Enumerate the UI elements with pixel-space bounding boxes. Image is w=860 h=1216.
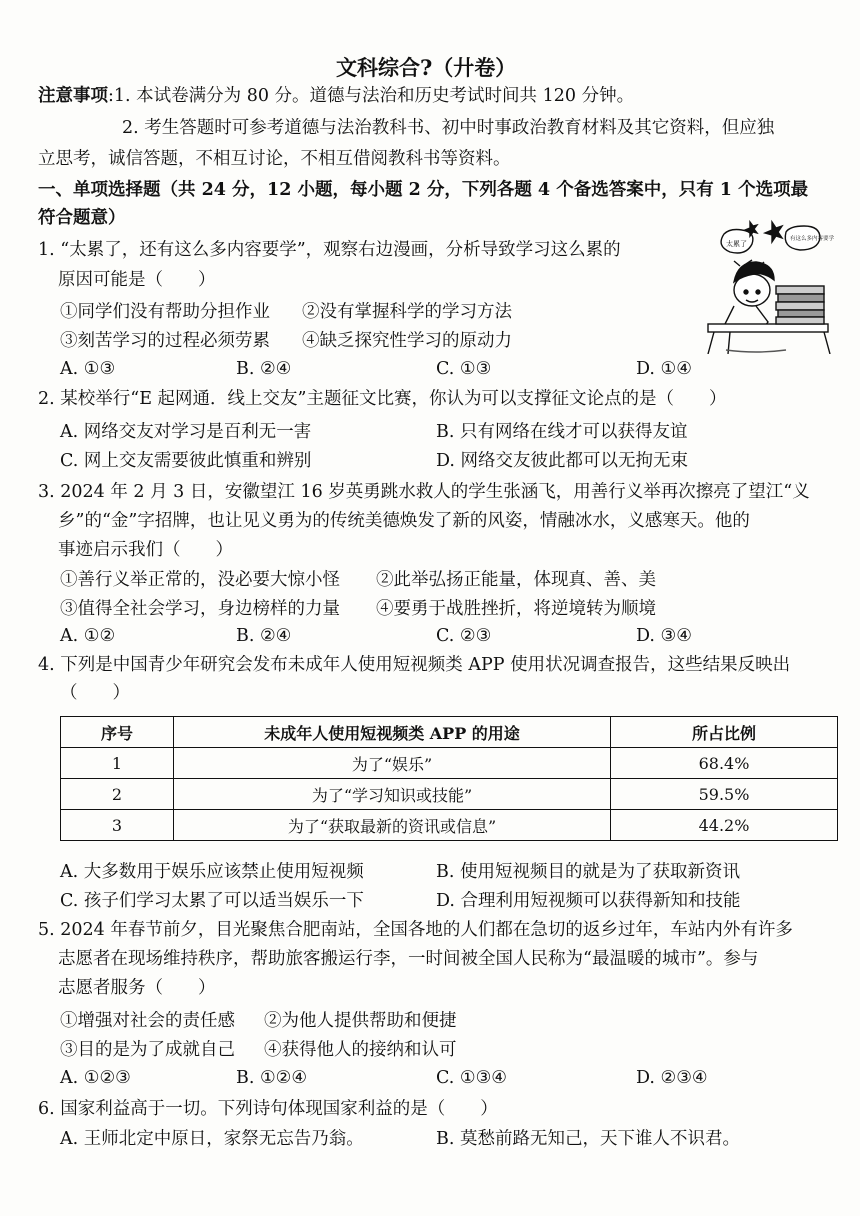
notice-line-1 [38,84,634,108]
table-row [61,810,838,841]
table-cell: 68.4% [611,748,838,779]
q5-option-d: D. ②③④ [636,1068,708,1088]
cartoon-bubble-right: 有这么多内容要学 [790,236,835,242]
q3-option-c: C. ②③ [436,626,492,646]
table-header-row [61,717,838,748]
cartoon-bubble-left: 太累了 [726,241,747,248]
q2-option-c: C. 网上交友需要彼此慎重和辨别 [60,451,312,471]
survey-table [60,716,838,841]
q4-option-b: B. 使用短视频目的就是为了获取新资讯 [436,862,740,882]
table-cell: 59.5% [611,779,838,810]
table-cell: 为了“学习知识或技能” [174,779,611,810]
q4-stem-1: 4. 下列是中国青少年研究会发布未成年人使用短视频类 APP 使用状况调查报告，这些结果反映出 [38,655,791,675]
q2-option-b: B. 只有网络在线才可以获得友谊 [436,422,688,442]
q6-option-a: A. 王师北定中原日，家祭无忘告乃翁。 [60,1129,364,1149]
q4-option-a: A. 大多数用于娱乐应该禁止使用短视频 [60,862,364,882]
q1-statement-1: ①同学们没有帮助分担作业 [60,302,270,322]
table-cell: 为了“获取最新的资讯或信息” [174,810,611,841]
q5-option-b: B. ①②④ [236,1068,308,1088]
table-cell: 44.2% [611,810,838,841]
q1-option-b: B. ②④ [236,359,292,379]
q1-statement-4: ④缺乏探究性学习的原动力 [302,331,512,351]
table-header-cell: 所占比例 [611,717,838,748]
q1-stem-1: 1. “太累了，还有这么多内容要学”，观察右边漫画，分析导致学习这么累的 [38,240,621,260]
q5-option-a: A. ①②③ [60,1068,131,1088]
table-cell: 1 [61,748,174,779]
q5-statement-3: ③目的是为了成就自己 [60,1040,235,1060]
q2-stem: 2. 某校举行“E 起网通．线上交友”主题征文比赛，你认为可以支撑征文论点的是（ ） [38,389,727,409]
table-row [61,748,838,779]
q1-statement-2: ②没有掌握科学的学习方法 [302,302,512,322]
q3-option-a: A. ①② [60,626,116,646]
q3-statement-4: ④要勇于战胜挫折，将逆境转为顺境 [376,599,656,619]
q5-stem-3: 志愿者服务（ ） [58,978,216,998]
q5-statement-4: ④获得他人的接纳和认可 [264,1040,457,1060]
q4-option-c: C. 孩子们学习太累了可以适当娱乐一下 [60,891,364,911]
q3-statement-2: ②此举弘扬正能量，体现真、善、美 [376,570,656,590]
section-heading: 一、单项选择题（共 24 分，12 小题，每小题 2 分，下列各题 4 个备选答案中，只有 1 个选项最 [38,180,809,200]
q4-stem-2: （ ） [60,683,130,703]
tired-student-cartoon [690,214,840,354]
q1-stem-2: 原因可能是（ ） [58,270,216,290]
table-row [61,779,838,810]
q1-option-d: D. ①④ [636,359,692,379]
q3-stem-1: 3. 2024 年 2 月 3 日，安徽望江 16 岁英勇跳水救人的学生张涵飞，用善行义举再次擦亮了望江“义 [38,482,810,502]
notice-label: 注意事项 [38,86,108,106]
q4-option-d: D. 合理利用短视频可以获得新知和技能 [436,891,741,911]
q1-option-c: C. ①③ [436,359,492,379]
section-heading-cont: 符合题意） [38,208,126,228]
page-title: 文科综合?（廾卷） [336,55,517,80]
q3-statement-3: ③值得全社会学习，身边榜样的力量 [60,599,340,619]
table-header-cell: 未成年人使用短视频类 APP 的用途 [174,717,611,748]
q5-stem-1: 5. 2024 年春节前夕，目光聚焦合肥南站，全国各地的人们都在急切的返乡过年，车站内外有许多 [38,920,793,940]
q1-statement-3: ③刻苦学习的过程必须劳累 [60,331,270,351]
q3-stem-2: 乡”的“金”字招牌，也让见义勇为的传统美德焕发了新的风姿，情融冰水，义感寒天。他的 [58,511,750,531]
notice-text-1: :1. 本试卷满分为 80 分。道德与法治和历史考试时间共 120 分钟。 [108,86,635,106]
table-header-cell: 序号 [61,717,174,748]
q5-statement-2: ②为他人提供帮助和便捷 [264,1011,457,1031]
table-cell: 3 [61,810,174,841]
q3-option-d: D. ③④ [636,626,692,646]
q5-stem-2: 志愿者在现场维持秩序，帮助旅客搬运行李，一时间被全国人民称为“最温暖的城市”。参与 [58,949,759,969]
q6-stem: 6. 国家利益高于一切。下列诗句体现国家利益的是（ ） [38,1099,498,1119]
q6-option-b: B. 莫愁前路无知己，天下谁人不识君。 [436,1129,740,1149]
q3-option-b: B. ②④ [236,626,292,646]
q5-statement-1: ①增强对社会的责任感 [60,1011,235,1031]
table-cell: 2 [61,779,174,810]
notice-line-2: 2. 考生答题时可参考道德与法治教科书、初中时事政治教育材料及其它资料，但应独 [122,118,775,138]
q2-option-a: A. 网络交友对学习是百利无一害 [60,422,312,442]
q1-option-a: A. ①③ [60,359,116,379]
notice-line-3: 立思考，诚信答题，不相互讨论，不相互借阅教科书等资料。 [38,149,511,169]
q3-stem-3: 事迹启示我们（ ） [58,540,233,560]
table-cell: 为了“娱乐” [174,748,611,779]
q3-statement-1: ①善行义举正常的，没必要大惊小怪 [60,570,340,590]
q2-option-d: D. 网络交友彼此都可以无拘无束 [436,451,689,471]
q5-option-c: C. ①③④ [436,1068,507,1088]
